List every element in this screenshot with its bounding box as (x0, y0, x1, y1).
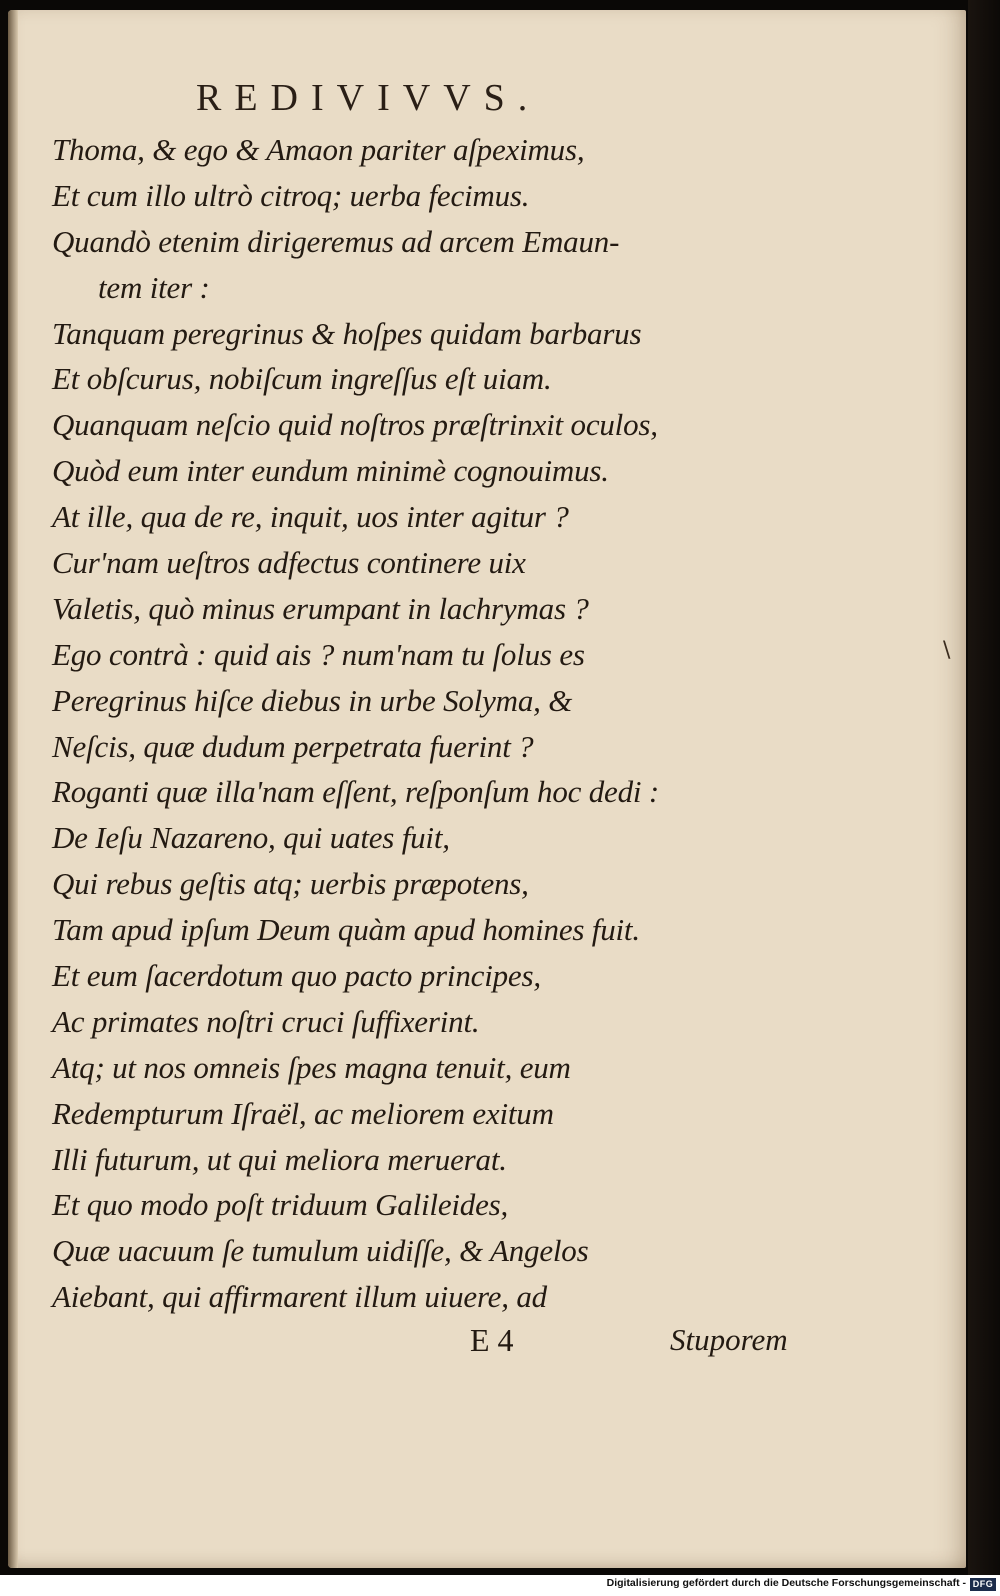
page-footer (8, 1322, 966, 1372)
verse-line: Quandò etenim dirigeremus ad arcem Emaun- (52, 223, 620, 259)
verse-line: Cur'nam ueſtros adfectus continere uix (52, 545, 526, 581)
verse-line: Quæ uacuum ſe tumulum uidiſſe, & Angelos (52, 1233, 589, 1269)
verse-line: Atq; ut nos omneis ſpes magna tenuit, eum (52, 1049, 571, 1085)
verse-line: Neſcis, quæ dudum perpetrata fuerint ? (52, 728, 534, 764)
verse-line: Ac primates noſtri cruci ſuffixerint. (52, 1003, 480, 1039)
verse-line: Ego contrà : quid ais ? num'nam tu ſolus es (52, 636, 585, 672)
verse-text-block (52, 127, 812, 1320)
dfg-logo: DFG (970, 1578, 996, 1591)
verse-line: Quanquam neſcio quid noſtros præſtrinxit oculos, (52, 407, 658, 443)
verse-line: Redempturum Iſraël, ac meliorem exitum (52, 1095, 554, 1131)
running-head: REDIVIVVS. (196, 77, 541, 119)
verse-line: Qui rebus geſtis atq; uerbis præpotens, (52, 866, 529, 902)
verse-line: Et eum ſacerdotum quo pacto principes, (52, 958, 541, 994)
verse-line: Tam apud ipſum Deum quàm apud homines fuit. (52, 912, 640, 948)
digitization-credit: Digitalisierung gefördert durch die Deutsche Forschungsgemeinschaft - (606, 1577, 966, 1589)
verse-line: Peregrinus hiſce diebus in urbe Solyma, & (52, 682, 573, 718)
verse-line: Quòd eum inter eundum minimè cognouimus. (52, 453, 609, 489)
verse-line: Tanquam peregrinus & hoſpes quidam barbarus (52, 315, 642, 351)
verse-line: Roganti quæ illa'nam eſſent, reſponſum hoc dedi : (52, 774, 659, 810)
verse-line: Illi futurum, ut qui meliora meruerat. (52, 1141, 507, 1177)
verse-line: At ille, qua de re, inquit, uos inter agitur ? (52, 499, 569, 535)
verse-line: Valetis, quò minus erumpant in lachrymas ? (52, 590, 589, 626)
book-page (8, 10, 966, 1568)
verse-line: Et quo modo poſt triduum Galileides, (52, 1187, 509, 1223)
credit-bar (0, 1575, 1000, 1596)
signature-mark: E 4 (470, 1322, 514, 1358)
dark-background-strip (968, 0, 1000, 1575)
verse-line: Thoma, & ego & Amaon pariter aſpeximus, (52, 132, 585, 167)
verse-line: Et cum illo ultrò citroq; uerba fecimus. (52, 177, 530, 213)
verse-line: Aiebant, qui affirmarent illum uiuere, ad (52, 1279, 547, 1315)
paper-mark: \ (943, 638, 951, 663)
verse-line-continuation: tem iter : (98, 269, 210, 305)
verse-line: Et obſcurus, nobiſcum ingreſſus eſt uiam. (52, 361, 552, 397)
verse-line: De Ieſu Nazareno, qui uates fuit, (52, 820, 450, 856)
catchword: Stuporem (670, 1322, 788, 1357)
